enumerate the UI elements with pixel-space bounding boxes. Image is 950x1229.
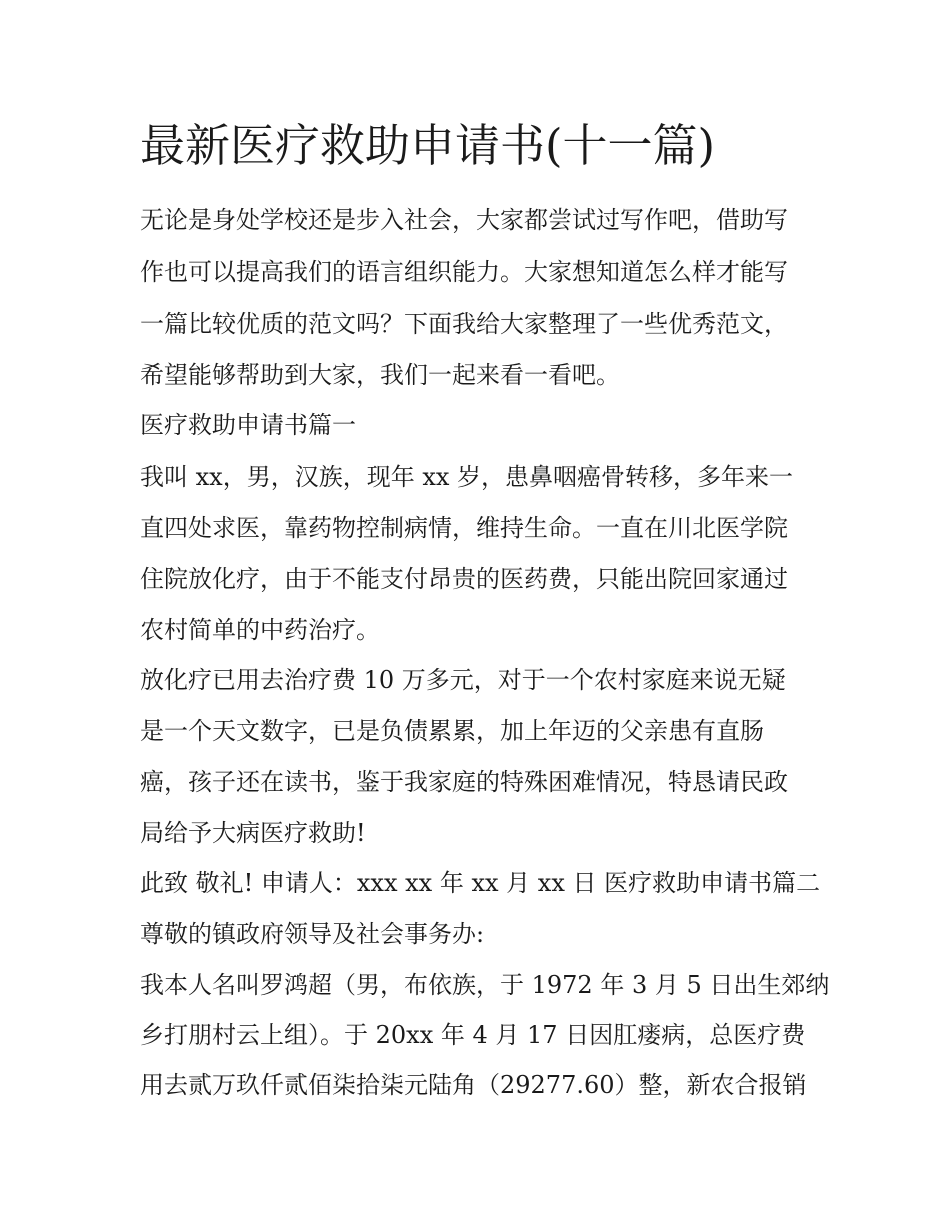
- paragraph-line: 局给予大病医疗救助!: [140, 819, 366, 847]
- paragraph-line: 我叫 xx，男，汉族，现年 xx 岁，患鼻咽癌骨转移，多年来一: [140, 463, 794, 491]
- paragraph-line: 住院放化疗，由于不能支付昂贵的医药费，只能出院回家通过: [140, 565, 788, 593]
- section-heading: 医疗救助申请书篇一: [140, 411, 356, 439]
- paragraph-line: 无论是身处学校还是步入社会，大家都尝试过写作吧，借助写: [140, 206, 788, 234]
- paragraph-line: 一篇比较优质的范文吗？下面我给大家整理了一些优秀范文，: [140, 310, 788, 338]
- paragraph-line: 是一个天文数字，已是负债累累，加上年迈的父亲患有直肠: [140, 717, 764, 745]
- document-title: 最新医疗救助申请书(十一篇): [140, 119, 716, 172]
- paragraph-line: 放化疗已用去治疗费 10 万多元，对于一个农村家庭来说无疑: [140, 666, 786, 694]
- paragraph-line: 尊敬的镇政府领导及社会事务办:: [140, 920, 485, 948]
- paragraph-line: 用去贰万玖仟贰佰柒拾柒元陆角（29277.60）整，新农合报销: [140, 1071, 807, 1099]
- paragraph-line: 农村简单的中药治疗。: [140, 616, 380, 644]
- paragraph-line: 直四处求医，靠药物控制病情，维持生命。一直在川北医学院: [140, 514, 788, 542]
- paragraph-line: 我本人名叫罗鸿超（男，布依族，于 1972 年 3 月 5 日出生郊纳: [140, 971, 830, 999]
- paragraph-line: 希望能够帮助到大家，我们一起来看一看吧。: [140, 361, 620, 389]
- paragraph-line: 此致 敬礼! 申请人：xxx xx 年 xx 月 xx 日 医疗救助申请书篇二: [140, 869, 821, 897]
- paragraph-line: 乡打朋村云上组）。于 20xx 年 4 月 17 日因肛瘘病，总医疗费: [140, 1021, 806, 1049]
- paragraph-line: 癌，孩子还在读书，鉴于我家庭的特殊困难情况，特恳请民政: [140, 768, 788, 796]
- paragraph-line: 作也可以提高我们的语言组织能力。大家想知道怎么样才能写: [140, 258, 788, 286]
